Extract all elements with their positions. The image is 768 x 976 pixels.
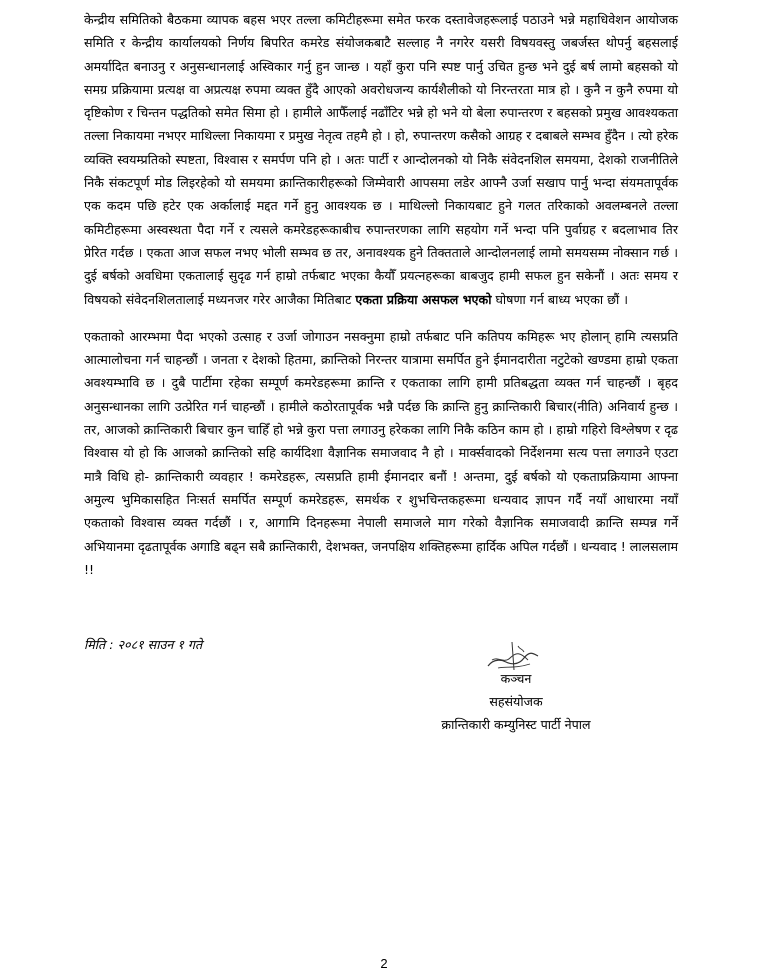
document-date: मिति : २०८१ साउन १ गते	[84, 637, 203, 652]
signer-organization: क्रान्तिकारी कम्युनिस्ट पार्टी नेपाल	[441, 717, 591, 732]
signer-title: सहसंयोजक	[489, 694, 543, 709]
document-body	[84, 8, 678, 581]
paragraph-1-text: केन्द्रीय समितिको बैठकमा व्यापक बहस भएर तल्ला कमिटीहरूमा समेत फरक दस्तावेजहरूलाई पठाउने भन्ने महाधिवेशन आयोजक समिति र केन्द्रीय कार्यालयको निर्णय बिपरित कमरेड संयोजकबाटै सल्लाह नै नगरेर यसरी विषयवस्तु जबर्जस्त थोपर्नु बहसलाई अमर्यादित बनाउनु र अनुसन्धानलाई अस्विकार गर्नु हुन जान्छ । यहाँ कुरा पनि स्पष्ट पार्नु उचित हुन्छ भने दुई बर्ष लामो बहसको यो समग्र प्रक्रियामा प्रत्यक्ष वा अप्रत्यक्ष रुपमा व्यक्त हुँदै आएको अवरोधजन्य कार्यशैलीको यो निरन्तरता मात्र हो । कुनै न कुनै रुपमा यो दृष्टिकोण र चिन्तन पद्धतिको समेत सिमा हो । हामीले आफैँलाई नढाँटिर भन्ने हो भने यो बेला रुपान्तरण र बहसको प्रमुख आवश्यकता तल्ला निकायमा नभएर माथिल्ला निकायमा र प्रमुख नेतृत्व तहमै हो । हो, रुपान्तरण कसैको आग्रह र दबाबले सम्भव हुँदैन । त्यो हरेक व्यक्ति स्वयम्प्रतिको स्पष्टता, विश्वास र समर्पण पनि हो । अतः पार्टी र आन्दोलनको यो निकै संवेदनशिल समयमा, देशको राजनीतिले निकै संकटपूर्ण मोड लिइरहेको यो समयमा क्रान्तिकारीहरूको जिम्मेवारी आपसमा लडेर आफ्नै उर्जा सखाप पार्नु भन्दा संयमतापूर्वक एक कदम पछि हटेर एक अर्कालाई मद्दत गर्ने हुनु आवश्यक छ । माथिल्लो निकायबाट हुने गलत तरिकाको अवलम्बनले तल्ला कमिटीहरूमा अस्वस्थता पैदा गर्ने र त्यसले कमरेडहरूकाबीच रुपान्तरणका लागि सहयोग गर्ने भन्दा पनि पुर्वाग्रह र बदलाभाव तिर प्रेरित गर्दछ । एकता आज सफल नभए भोली सम्भव छ तर, अनावश्यक हुने तिक्तताले आन्दोलनलाई लामो समयसम्म नोक्सान गर्छ । दुई बर्षको अवधिमा एकतालाई सुदृढ गर्न हाम्रो तर्फबाट भएका कैयौँ प्रयत्नहरूका बाबजुद हामी सफल हुन सकेनौं । अतः समय र विषयको संवेदनशिलतालाई मध्यनजर गरेर आजैका मितिबाट	[84, 12, 678, 307]
page-number: 2	[380, 956, 388, 971]
paragraph-1	[84, 8, 678, 311]
signature-block	[400, 667, 632, 736]
paragraph-1-bold-phrase: एकता प्रक्रिया असफल भएको	[355, 291, 492, 307]
paragraph-2: एकताको आरम्भमा पैदा भएको उत्साह र उर्जा जोगाउन नसक्नुमा हाम्रो तर्फबाट पनि कतिपय कमिहरू भए होलान् हामि त्यसप्रति आत्मालोचना गर्न चाहन्छौं । जनता र देशको हितमा, क्रान्तिको निरन्तर यात्रामा समर्पित हुने ईमानदारीता नटुटेको खण्डमा हाम्रो एकता अवश्यम्भावि छ । दुबै पार्टीमा रहेका सम्पूर्ण कमरेडहरूमा क्रान्ति र एकताका लागि हामी प्रतिबद्धता व्यक्त गर्न चाहन्छौं । बृहद अनुसन्धानका लागि उत्प्रेरित गर्न चाहन्छौं । हामीले कठोरतापूर्वक भन्नै पर्दछ कि क्रान्ति हुनु क्रान्तिकारी बिचार(नीति) अनिवार्य हुन्छ । तर, आजको क्रान्तिकारी बिचार कुन चाहिँ हो भन्ने कुरा पत्ता लगाउनु हरेकका लागि निकै कठिन काम हो । हाम्रो गहिरो विश्लेषण र दृढ विश्वास यो हो कि आजको क्रान्तिको सहि कार्यदिशा वैज्ञानिक समाजवाद नै हो । मार्क्सवादको निर्देशनमा सत्य पत्ता लगाउने एउटा मात्रै विधि हो- क्रान्तिकारी व्यवहार ! कमरेडहरू, त्यसप्रति हामी ईमानदार बनौं ! अन्तमा, दुई बर्षको यो एकताप्रक्रियामा आफ्ना अमुल्य भुमिकासहित निःसर्त समर्पित सम्पूर्ण कमरेडहरू, समर्थक र शुभचिन्तकहरूमा धन्यवाद ज्ञापन गर्दै नयाँ आधारमा नयाँ एकताको विश्वास व्यक्त गर्दछौं । र, आगामि दिनहरूमा नेपाली समाजले माग गरेको वैज्ञानिक समाजवादी क्रान्ति सम्पन्न गर्ने अभियानमा दृढतापूर्वक अगाडि बढ्न सबै क्रान्तिकारी, देशभक्त, जनपक्षिय शक्तिहरूमा हार्दिक अपिल गर्दछौं । धन्यवाद ! लालसलाम !!	[84, 328, 678, 577]
signer-name: कञ्चन	[500, 671, 532, 686]
paragraph-1-ending: घोषणा गर्न बाध्य भएका छौं ।	[491, 291, 629, 307]
